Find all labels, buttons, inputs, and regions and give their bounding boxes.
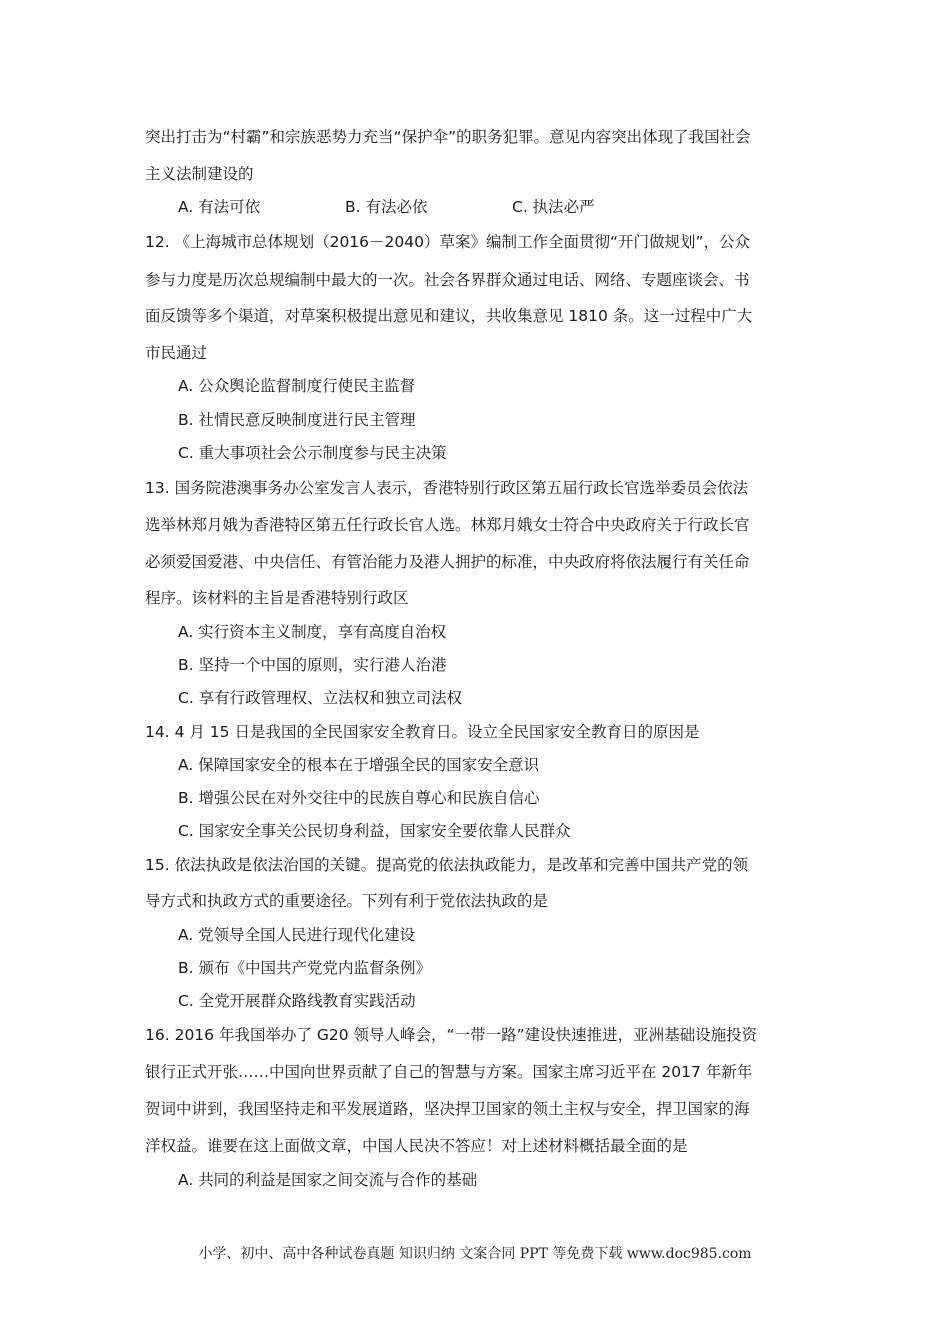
q12-text-line-4: 市民通过 <box>145 344 208 362</box>
q14-option-b: B. 增强公民在对外交往中的民族自尊心和民族自信心 <box>178 789 540 807</box>
q11-option-b: B. 有法必依 <box>345 198 428 216</box>
q14-option-c: C. 国家安全事关公民切身利益，国家安全要依靠人民群众 <box>178 822 571 840</box>
q15-text-line-2: 导方式和执政方式的重要途径。下列有利于党依法执政的是 <box>145 892 549 910</box>
q16-text-line-3: 贺词中讲到，我国坚持走和平发展道路，坚决捍卫国家的领土主权与安全，捍卫国家的海 <box>145 1100 750 1118</box>
q11-option-c: C. 执法必严 <box>512 198 595 216</box>
q13-text-line-1: 13. 国务院港澳事务办公室发言人表示，香港特别行政区第五届行政长官选举委员会依法 <box>145 479 749 497</box>
q15-option-a: A. 党领导全国人民进行现代化建设 <box>178 926 416 944</box>
q13-text-line-4: 程序。该材料的主旨是香港特别行政区 <box>145 589 409 607</box>
q14-text-line-1: 14. 4 月 15 日是我国的全民国家安全教育日。设立全民国家安全教育日的原因是 <box>145 723 700 741</box>
q16-option-a: A. 共同的利益是国家之间交流与合作的基础 <box>178 1171 478 1189</box>
q15-text-line-1: 15. 依法执政是依法治国的关键。提高党的依法执政能力，是改革和完善中国共产党的领 <box>145 856 749 874</box>
q14-option-a: A. 保障国家安全的根本在于增强全民的国家安全意识 <box>178 756 540 774</box>
q15-option-c: C. 全党开展群众路线教育实践活动 <box>178 992 416 1010</box>
page-footer: 小学、初中、高中各种试卷真题 知识归纳 文案合同 PPT 等免费下载 www.doc985.com <box>198 1246 752 1262</box>
q11-option-a: A. 有法可依 <box>178 198 261 216</box>
q11-options <box>178 197 778 217</box>
q13-text-line-3: 必须爱国爱港、中央信任、有管治能力及港人拥护的标准，中央政府将依法履行有关任命 <box>145 553 750 571</box>
q12-option-c: C. 重大事项社会公示制度参与民主决策 <box>178 444 447 462</box>
q12-text-line-2: 参与力度是历次总规编制中最大的一次。社会各界群众通过电话、网络、专题座谈会、书 <box>145 271 750 289</box>
q16-text-line-4: 洋权益。谁要在这上面做文章，中国人民决不答应！对上述材料概括最全面的是 <box>145 1137 688 1155</box>
q13-option-b: B. 坚持一个中国的原则，实行港人治港 <box>178 656 447 674</box>
q12-text-line-3: 面反馈等多个渠道，对草案积极提出意见和建议，共收集意见 1810 条。这一过程中广大 <box>145 307 753 325</box>
q12-text-line-1: 12. 《上海城市总体规划（2016－2040）草案》编制工作全面贯彻“开门做规划”，公众 <box>145 233 751 251</box>
q13-option-a: A. 实行资本主义制度，享有高度自治权 <box>178 623 447 641</box>
q16-text-line-2: 银行正式开张……中国向世界贡献了自己的智慧与方案。国家主席习近平在 2017 年新年 <box>145 1063 753 1081</box>
q16-text-line-1: 16. 2016 年我国举办了 G20 领导人峰会，“一带一路”建设快速推进，亚洲基础设施投资 <box>145 1026 758 1044</box>
q11-text-line-1: 突出打击为“村霸”和宗族恶势力充当“保护伞”的职务犯罪。意见内容突出体现了我国社会 <box>145 128 751 146</box>
q13-option-c: C. 享有行政管理权、立法权和独立司法权 <box>178 689 463 707</box>
q15-option-b: B. 颁布《中国共产党党内监督条例》 <box>178 959 431 977</box>
q12-option-a: A. 公众舆论监督制度行使民主监督 <box>178 377 416 395</box>
q13-text-line-2: 选举林郑月娥为香港特区第五任行政长官人选。林郑月娥女士符合中央政府关于行政长官 <box>145 516 750 534</box>
q11-text-line-2: 主义法制建设的 <box>145 165 254 183</box>
q12-option-b: B. 社情民意反映制度进行民主管理 <box>178 411 416 429</box>
